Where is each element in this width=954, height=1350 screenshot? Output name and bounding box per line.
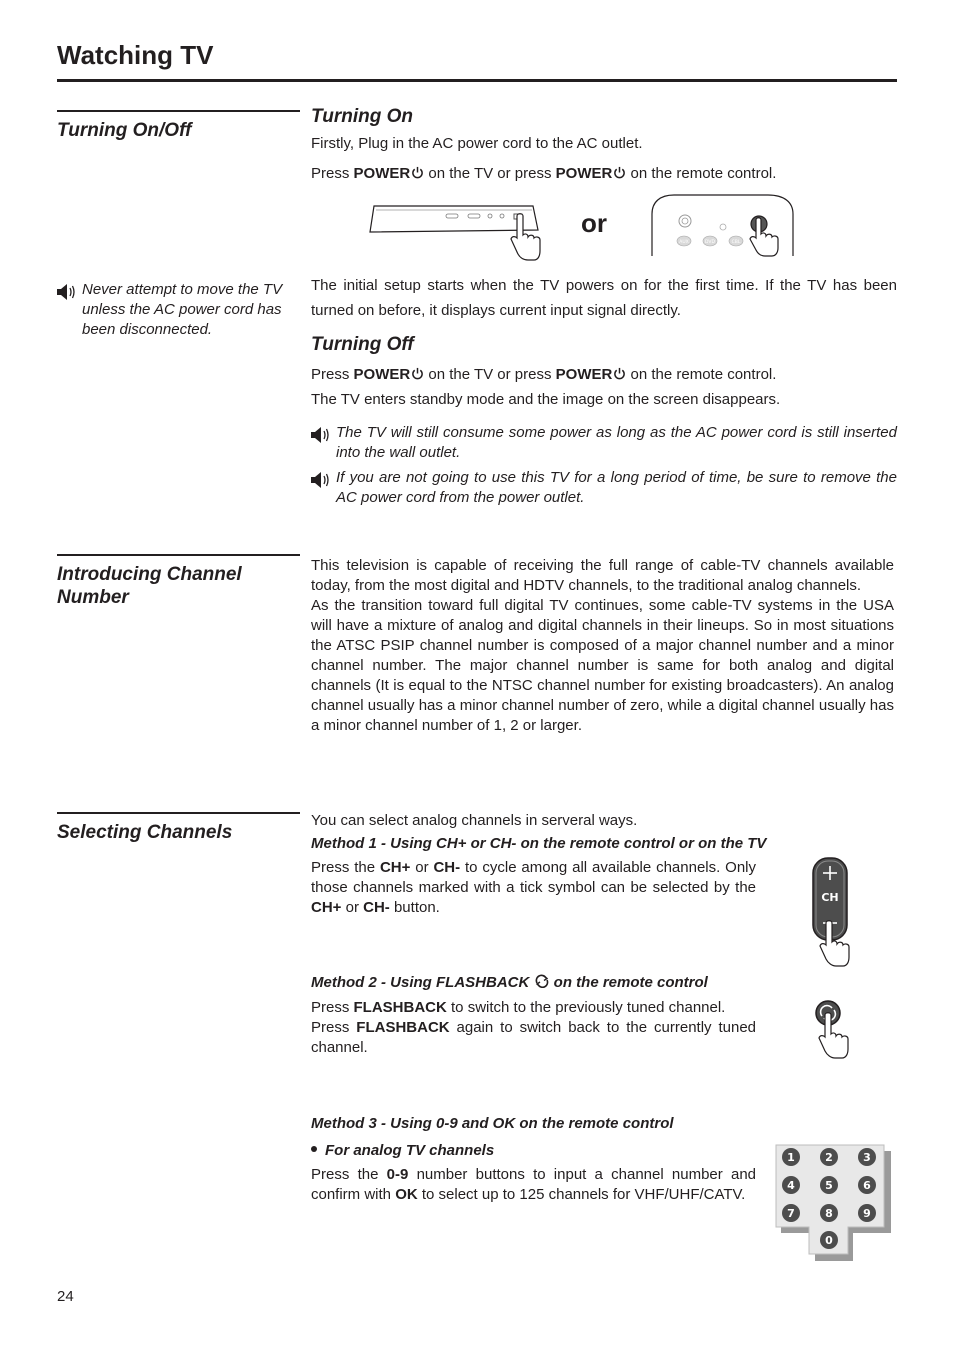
section-divider <box>57 110 300 112</box>
number-keypad-illustration <box>772 1142 892 1262</box>
channel-number-text: This television is capable of receiving the full range of cable-TV channels available today, from the most digital and HDTV channels, to the traditional analog channels. As the transition toward full digital TV continues, some cable-TV systems in the USA will have a mixture of analog and digital channels in their lineups. So in most situations the ATSC PSIP channel number is composed of a major channel number and a minor channel number. The major channel number is same for both analog and digital channels (It is equal to the NTSC channel number for existing broadcasters). An analog channel usually has a minor channel number of zero, while a digital channel usually has a minor channel number of 1, 2 or larger. <box>311 557 894 734</box>
speaker-note-icon <box>56 282 78 302</box>
flashback-button-illustration <box>808 997 856 1067</box>
keypad-key-7 <box>782 1204 800 1222</box>
power-instruction-off: Press POWER on the TV or press POWER on the remote control. <box>311 366 777 383</box>
keypad-key-3 <box>858 1148 876 1166</box>
section-title-turning-on-off: Turning On/Off <box>57 120 192 141</box>
section-divider <box>57 554 300 556</box>
remote-button-aux: AUX <box>679 240 689 245</box>
keypad-key-8 <box>820 1204 838 1222</box>
method3-text: Press the 0-9 number buttons to input a channel number and confirm with OK to select up to 125 channels for VHF/UHF/CATV. <box>311 1166 757 1203</box>
svg-text:2: 2 <box>825 1151 833 1164</box>
keypad-key-1 <box>782 1148 800 1166</box>
page-number: 24 <box>57 1288 74 1305</box>
svg-text:6: 6 <box>863 1179 871 1192</box>
svg-text:8: 8 <box>825 1207 833 1220</box>
power-icon <box>613 166 626 179</box>
plug-instruction: Firstly, Plug in the AC power cord to the AC outlet. <box>311 135 643 152</box>
svg-text:1: 1 <box>787 1151 795 1164</box>
keypad-key-9 <box>858 1204 876 1222</box>
svg-text:7: 7 <box>787 1207 795 1220</box>
keypad-key-5 <box>820 1176 838 1194</box>
power-icon <box>411 166 424 179</box>
svg-text:5: 5 <box>825 1179 833 1192</box>
bullet-dot-icon <box>311 1146 317 1152</box>
standby-text: The TV enters standby mode and the image on the screen disappears. <box>311 391 781 408</box>
page-title: Watching TV <box>57 40 214 70</box>
note-long-period: If you are not going to use this TV for a long period of time, be sure to remove the AC power cord from the power outlet. <box>336 469 897 506</box>
selecting-intro: You can select analog channels in serveral ways. <box>311 812 638 829</box>
ch-rocker-illustration <box>808 855 856 970</box>
section-title-channel-number: Introducing Channel Number <box>57 564 242 608</box>
note-power-consumption: The TV will still consume some power as long as the AC power cord is still inserted into the wall outlet. <box>336 424 897 461</box>
power-icon <box>411 367 424 380</box>
section-title-selecting-channels: Selecting Channels <box>57 822 233 843</box>
speaker-note-icon <box>310 470 332 490</box>
keypad-key-6 <box>858 1176 876 1194</box>
tv-power-illustration <box>368 204 543 264</box>
section-divider <box>57 812 300 814</box>
method3-title: Method 3 - Using 0-9 and OK on the remote control <box>311 1115 674 1132</box>
remote-button-cbl: CBL <box>731 240 741 245</box>
initial-setup-text: The initial setup starts when the TV powers on for the first time. If the TV has been turned on before, it displays current input signal directly. <box>311 277 897 319</box>
svg-text:0: 0 <box>825 1234 833 1247</box>
keypad-key-0 <box>820 1231 838 1249</box>
keypad-key-2 <box>820 1148 838 1166</box>
subtitle-turning-on: Turning On <box>311 106 414 127</box>
flashback-icon <box>534 974 550 988</box>
remote-power-illustration <box>648 192 798 258</box>
keypad-key-4 <box>782 1176 800 1194</box>
title-divider <box>57 79 897 82</box>
side-note-move-tv: Never attempt to move the TV unless the AC power cord has been disconnected. <box>82 281 283 338</box>
bullet-analog: For analog TV channels <box>311 1142 494 1159</box>
subtitle-turning-off: Turning Off <box>311 334 414 355</box>
remote-button-dvd: DVD <box>705 240 715 245</box>
method2-text: Press FLASHBACK to switch to the previously tuned channel. Press FLASHBACK again to switch back to the currently tuned channel. <box>311 999 757 1056</box>
method2-title: Method 2 - Using FLASHBACK on the remote control <box>311 974 708 991</box>
speaker-note-icon <box>310 425 332 445</box>
method1-text: Press the CH+ or CH- to cycle among all available channels. Only those channels marked with a tick symbol can be selected by the CH+ or CH- button. <box>311 859 756 916</box>
svg-text:4: 4 <box>787 1179 795 1192</box>
method1-title: Method 1 - Using CH+ or CH- on the remote control or on the TV <box>311 835 767 852</box>
power-instruction-on: Press POWER on the TV or press POWER on the remote control. <box>311 165 777 182</box>
ch-label: CH <box>821 891 839 904</box>
svg-text:9: 9 <box>863 1207 871 1220</box>
or-label: or <box>581 208 607 238</box>
power-icon <box>613 367 626 380</box>
svg-text:3: 3 <box>863 1151 871 1164</box>
